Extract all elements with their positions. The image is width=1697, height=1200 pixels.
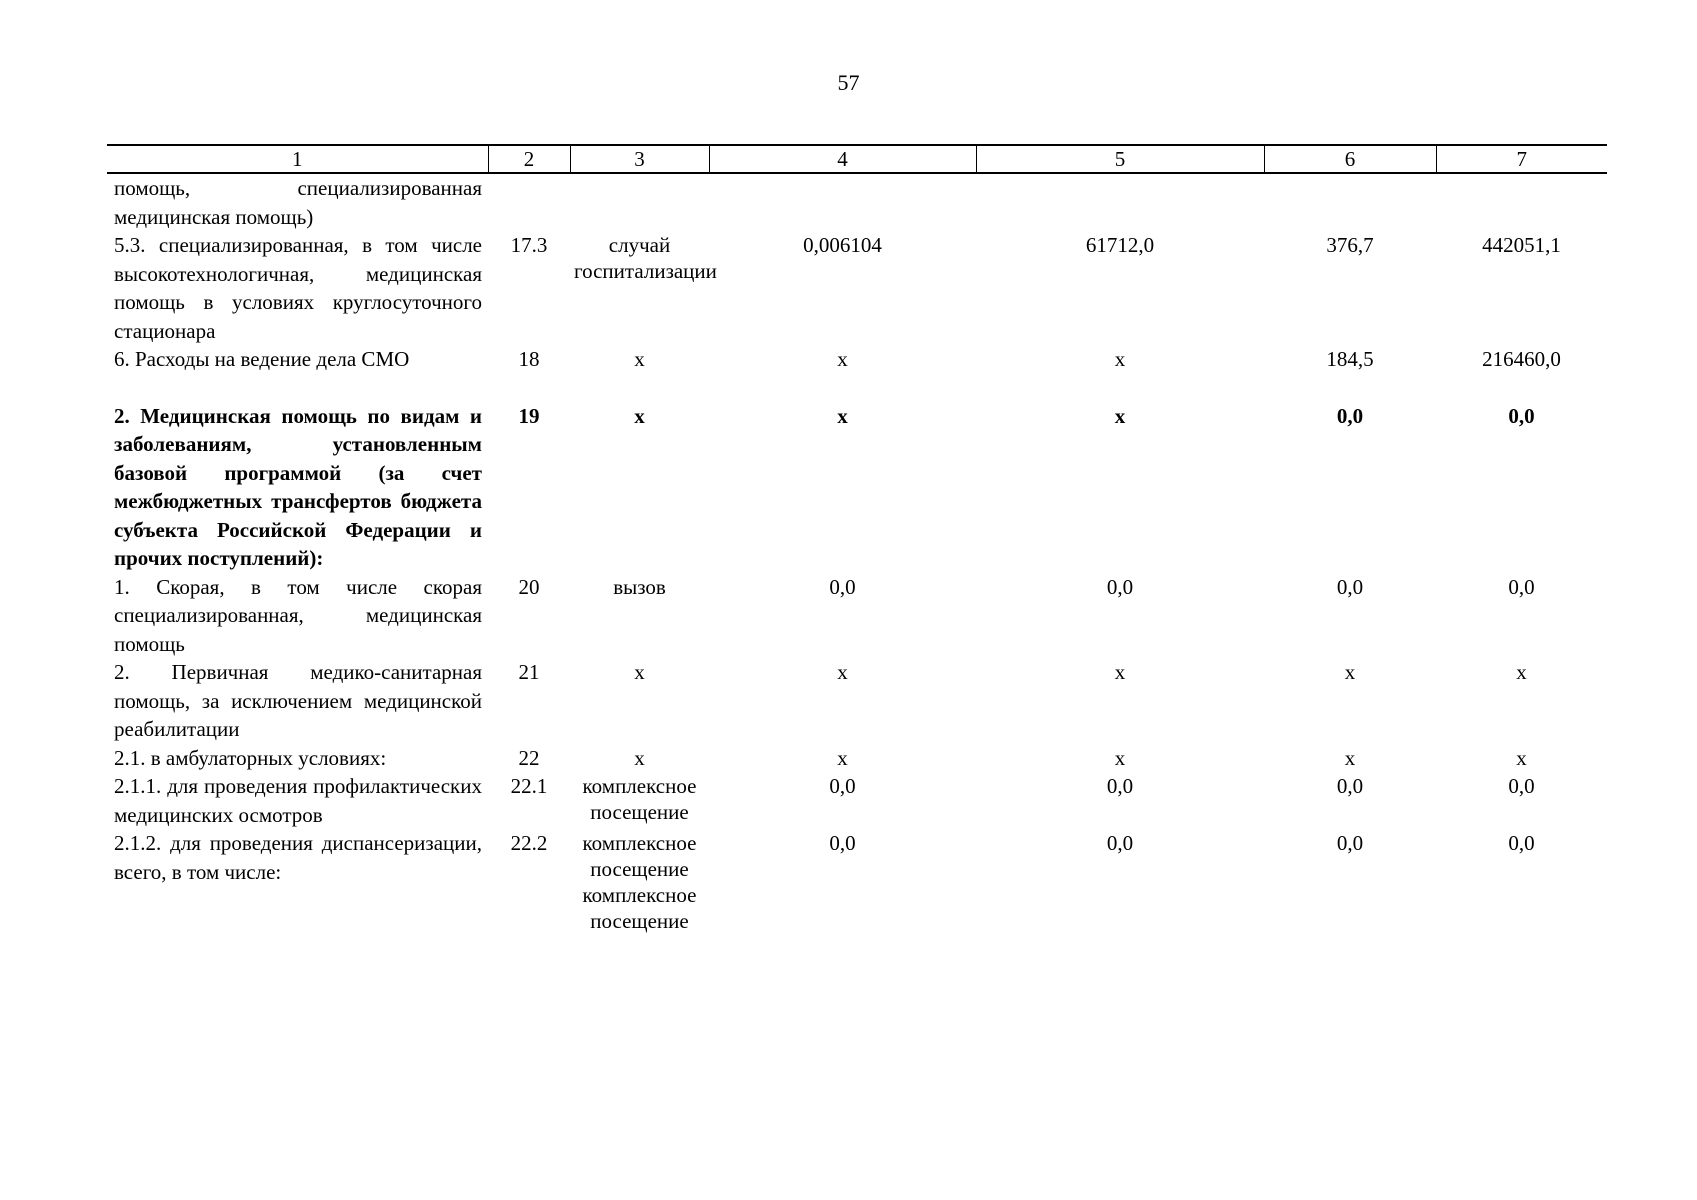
table-row bbox=[107, 345, 1607, 374]
row-col5: 61712,0 bbox=[1085, 233, 1155, 257]
row-code: 17.3 bbox=[510, 233, 548, 257]
row-col6: 0,0 bbox=[1336, 403, 1364, 428]
row-col7: 442051,1 bbox=[1482, 233, 1561, 257]
row-col5: 0,0 bbox=[1106, 774, 1134, 798]
row-code: 22.2 bbox=[510, 831, 548, 855]
row-unit: х bbox=[634, 403, 645, 428]
row-code bbox=[488, 173, 570, 231]
row-code: 21 bbox=[518, 660, 540, 684]
row-code: 20 bbox=[518, 574, 540, 599]
page-number: 57 bbox=[837, 70, 860, 95]
row-name: 5.3. специализированная, в том числе высокотехнологичная, медицинская помощь в условиях круглосуточного стационара bbox=[114, 233, 482, 343]
column-header-2: 2 bbox=[488, 145, 570, 173]
row-col7: х bbox=[1516, 660, 1527, 684]
row-col7: х bbox=[1516, 745, 1527, 770]
row-col4: 0,006104 bbox=[803, 233, 882, 257]
row-name: 2. Первичная медико-санитарная помощь, за исключением медицинской реабилитации bbox=[114, 660, 482, 741]
row-col4: 0,0 bbox=[829, 574, 856, 599]
row-code: 22.1 bbox=[510, 774, 548, 798]
row-col4: х bbox=[837, 403, 848, 428]
table-row bbox=[107, 829, 1607, 934]
row-col7 bbox=[1436, 173, 1607, 231]
row-col6 bbox=[1264, 173, 1436, 231]
row-col5: х bbox=[1114, 660, 1126, 684]
row-col4: 0,0 bbox=[829, 831, 856, 855]
row-name: 2.1.2. для проведения диспансеризации, всего, в том числе: bbox=[114, 831, 482, 884]
column-header-6: 6 bbox=[1264, 145, 1436, 173]
row-col6: 184,5 bbox=[1326, 347, 1374, 371]
row-name: 2. Медицинская помощь по видам и заболеваниям, установленным базовой программой (за счет межбюджетных трансфертов бюджета субъекта Российской Федерации и прочих поступлений): bbox=[114, 403, 482, 570]
row-unit: х bbox=[634, 745, 645, 770]
column-header-4: 4 bbox=[709, 145, 976, 173]
row-col6: 0,0 bbox=[1336, 831, 1364, 855]
row-col5: 0,0 bbox=[1106, 574, 1134, 599]
row-col7: 0,0 bbox=[1508, 831, 1535, 855]
spacer-cell bbox=[107, 374, 1607, 402]
row-col5: х bbox=[1114, 745, 1126, 770]
table-row bbox=[107, 744, 1607, 773]
row-col4: 0,0 bbox=[829, 774, 856, 798]
row-name: 2.1.1. для проведения профилактических медицинских осмотров bbox=[114, 774, 482, 827]
row-unit: вызов bbox=[613, 574, 666, 599]
row-unit: х bbox=[634, 660, 645, 684]
row-col7: 0,0 bbox=[1508, 574, 1535, 599]
row-name: 2.1. в амбулаторных условиях: bbox=[114, 745, 387, 770]
row-code: 22 bbox=[518, 745, 540, 770]
row-code: 18 bbox=[518, 347, 540, 371]
column-header-7: 7 bbox=[1436, 145, 1607, 173]
header-row bbox=[107, 145, 1607, 173]
data-table bbox=[107, 144, 1607, 934]
row-col4 bbox=[709, 173, 976, 231]
row-unit: комплексное посещение bbox=[582, 774, 697, 824]
column-header-3: 3 bbox=[570, 145, 709, 173]
row-unit: х bbox=[634, 347, 645, 371]
column-header-5: 5 bbox=[976, 145, 1264, 173]
table-row bbox=[107, 573, 1607, 659]
row-col5 bbox=[976, 173, 1264, 231]
table-row bbox=[107, 658, 1607, 744]
spacer-row bbox=[107, 374, 1607, 402]
row-col6: 0,0 bbox=[1336, 574, 1364, 599]
row-code: 19 bbox=[518, 403, 540, 428]
row-name: помощь, специализированная медицинская помощь) bbox=[114, 176, 482, 229]
row-col5: х bbox=[1114, 347, 1126, 371]
table-row bbox=[107, 772, 1607, 829]
row-col7: 0,0 bbox=[1508, 774, 1535, 798]
table-row bbox=[107, 402, 1607, 573]
row-col7: 216460,0 bbox=[1482, 347, 1561, 371]
row-unit: случай госпитализации bbox=[574, 233, 717, 283]
row-col4: х bbox=[837, 745, 848, 770]
row-col7: 0,0 bbox=[1508, 403, 1535, 428]
row-col5: х bbox=[1114, 403, 1126, 428]
row-col6: 0,0 bbox=[1336, 774, 1364, 798]
row-col6: х bbox=[1344, 660, 1356, 684]
table-row bbox=[107, 173, 1607, 231]
row-unit: комплексное посещение комплексное посещение bbox=[582, 831, 697, 933]
row-unit bbox=[570, 173, 709, 231]
row-col4: х bbox=[837, 347, 848, 371]
column-header-1: 1 bbox=[107, 145, 488, 173]
row-name: 1. Скорая, в том числе скорая специализированная, медицинская помощь bbox=[114, 574, 482, 656]
row-col6: х bbox=[1344, 745, 1356, 770]
row-col4: х bbox=[837, 660, 848, 684]
row-col5: 0,0 bbox=[1106, 831, 1134, 855]
row-name: 6. Расходы на ведение дела СМО bbox=[114, 347, 410, 371]
row-col6: 376,7 bbox=[1326, 233, 1374, 257]
table-row bbox=[107, 231, 1607, 345]
